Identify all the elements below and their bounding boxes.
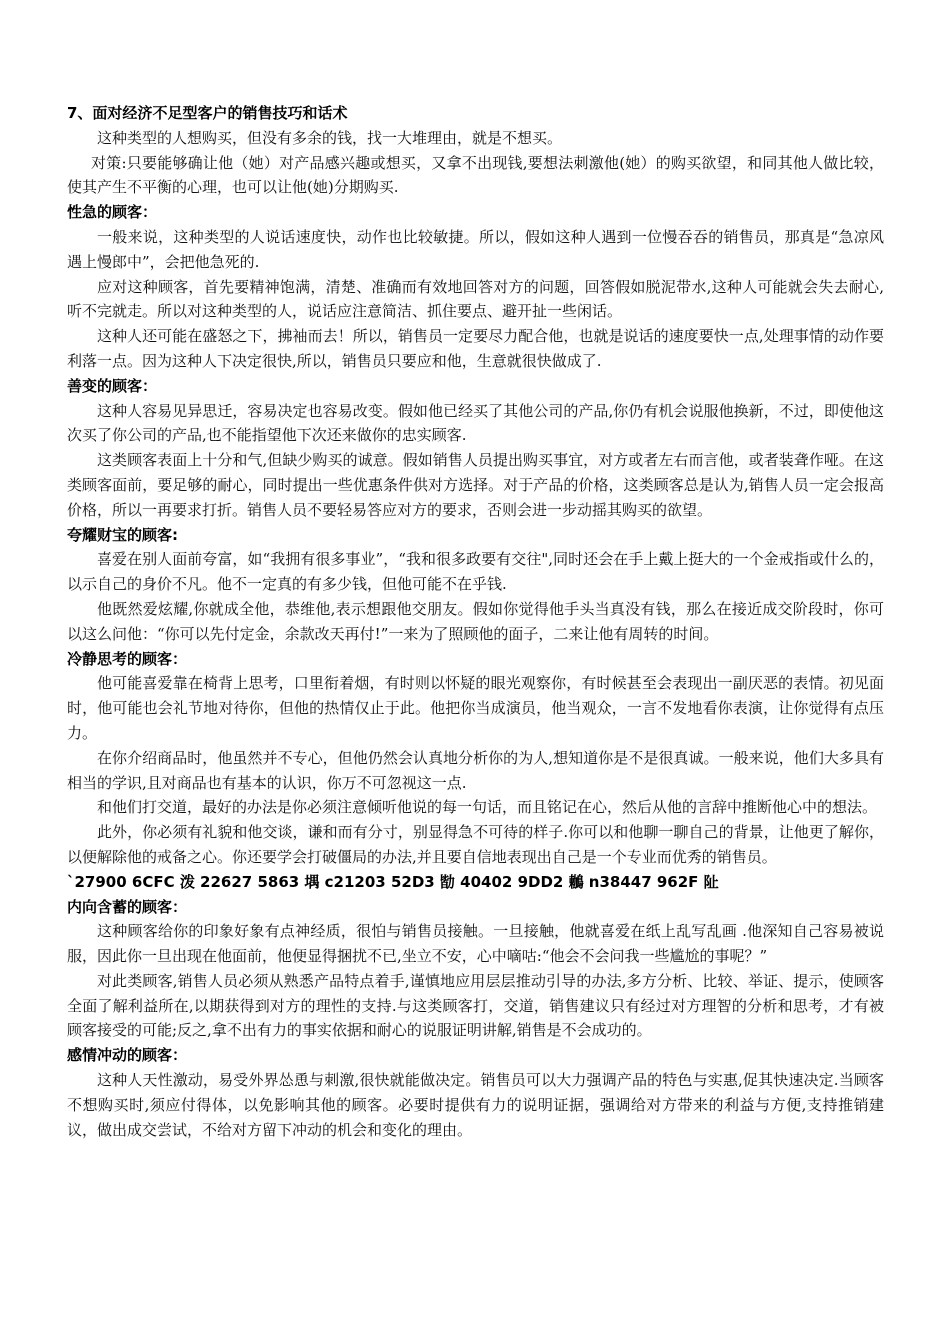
subsection-heading: 感情冲动的顾客： (67, 1046, 188, 1065)
paragraph: 这种人天性激动，易受外界怂恿与刺激,很快就能做决定。销售员可以大力强调产品的特色与实惠,促其快速决定.当顾客不想购买时,须应付得体，以免影响其他的顾客。必要时提供有力的说明证据，强调给对方带来的利益与方便,支持推销建议，做出成交尝试，不给对方留下冲动的机会和变化的理由。 (67, 1071, 884, 1139)
paragraph: 对策:只要能够确让他（她）对产品感兴趣或想买，又拿不出现钱,要想法刺激他(她）的购买欲望，和同其他人做比较，使其产生不平衡的心理，也可以让他(她)分期购买. (67, 153, 884, 197)
subsection-heading: 夸耀财宝的顾客: (67, 525, 178, 544)
subsection-heading: 性急的顾客： (67, 203, 158, 222)
paragraph: 一般来说，这种类型的人说话速度快，动作也比较敏捷。所以，假如这种人遇到一位慢吞吞的销售员，那真是“急凉风遇上慢郎中”，会把他急死的. (67, 227, 884, 271)
paragraph: 此外，你必须有礼貌和他交谈，谦和而有分寸，别显得急不可待的样子.你可以和他聊一聊自己的背景，让他更了解你，以便解除他的戒备之心。你还要学会打破僵局的办法,并且要自信地表现出自己是一个专业而优秀的销售员。 (67, 823, 884, 866)
code-line: `27900 6CFC 泼 22627 5863 堣 c21203 52D3 勓 40402 9DD2 鶒 n38447 962F 阯 (67, 872, 719, 891)
paragraph: 在你介绍商品时，他虽然并不专心，但他仍然会认真地分析你的为人,想知道你是不是很真诚。一般来说，他们大多具有相当的学识,且对商品也有基本的认识，你万不可忽视这一点. (67, 748, 884, 792)
section-title: 7、面对经济不足型客户的销售技巧和话术 (67, 104, 348, 122)
paragraph: 应对这种顾客，首先要精神饱满，清楚、准确而有效地回答对方的问题，回答假如脱泥带水,这种人可能就会失去耐心,听不完就走。所以对这种类型的人，说话应注意简洁、抓住要点、避开扯一些闲话。 (67, 277, 884, 321)
subsection-heading: 善变的顾客： (67, 376, 158, 395)
subsection-heading: 内向含蓄的顾客： (67, 897, 188, 916)
paragraph: 这种顾客给你的印象好象有点神经质，很怕与销售员接触。一旦接触，他就喜爱在纸上乱写乱画 .他深知自己容易被说服，因此你一旦出现在他面前，他便显得捆扰不已,坐立不安，心中嘀咕:“他会不会问我一些尴尬的事呢？” (67, 922, 884, 966)
paragraph: 这种人容易见异思迁，容易决定也容易改变。假如他已经买了其他公司的产品,你仍有机会说服他换新，不过，即使他这次买了你公司的产品,也不能指望他下次还来做你的忠实顾客. (67, 401, 884, 445)
paragraph: 和他们打交道，最好的办法是你必须注意倾听他说的每一句话，而且铭记在心，然后从他的言辞中推断他心中的想法。 (97, 798, 878, 817)
paragraph: 他既然爱炫耀,你就成全他，恭维他,表示想跟他交朋友。假如你觉得他手头当真没有钱，那么在接近成交阶段时，你可以这么问他：“你可以先付定金，余款改天再付!”一来为了照顾他的面子，二来让他有周转的时间。 (67, 599, 884, 643)
document-page (67, 101, 884, 1142)
subsection-heading: 冷静思考的顾客： (67, 649, 188, 668)
paragraph: 这种类型的人想购买，但没有多余的钱，找一大堆理由，就是不想买。 (97, 128, 563, 147)
paragraph: 他可能喜爱靠在椅背上思考，口里衔着烟，有时则以怀疑的眼光观察你，有时候甚至会表现出一副厌恶的表情。初见面时，他可能也会礼节地对待你，但他的热情仅止于此。他把你当成演员，他当观众，一言不发地看你表演，让你觉得有点压力。 (67, 674, 884, 742)
paragraph: 这种人还可能在盛怒之下，拂袖而去！所以，销售员一定要尽力配合他，也就是说话的速度要快一点,处理事情的动作要利落一点。因为这种人下决定很快,所以，销售员只要应和他，生意就很快做成了. (67, 327, 884, 370)
paragraph: 对此类顾客,销售人员必须从熟悉产品特点着手,谨慎地应用层层推动引导的办法,多方分析、比较、举证、提示，使顾客全面了解利益所在,以期获得到对方的理性的支持.与这类顾客打，交道，销售建议只有经过对方理智的分析和思考，才有被顾客接受的可能;反之,拿不出有力的事实依据和耐心的说服证明讲解,销售是不会成功的。 (67, 971, 884, 1040)
paragraph: 喜爱在别人面前夸富，如“我拥有很多事业”，“我和很多政要有交往",同时还会在手上戴上挺大的一个金戒指或什么的，以示自己的身价不凡。他不一定真的有多少钱，但他可能不在乎钱. (67, 550, 884, 594)
paragraph: 这类顾客表面上十分和气,但缺少购买的诚意。假如销售人员提出购买事宜，对方或者左右而言他，或者装聋作哑。在这类顾客面前，要足够的耐心，同时提出一些优惠条件供对方选择。对于产品的价格，这类顾客总是认为,销售人员一定会报高价格，所以一再要求打折。销售人员不要轻易答应对方的要求，否则会进一步动摇其购买的欲望。 (67, 451, 884, 519)
